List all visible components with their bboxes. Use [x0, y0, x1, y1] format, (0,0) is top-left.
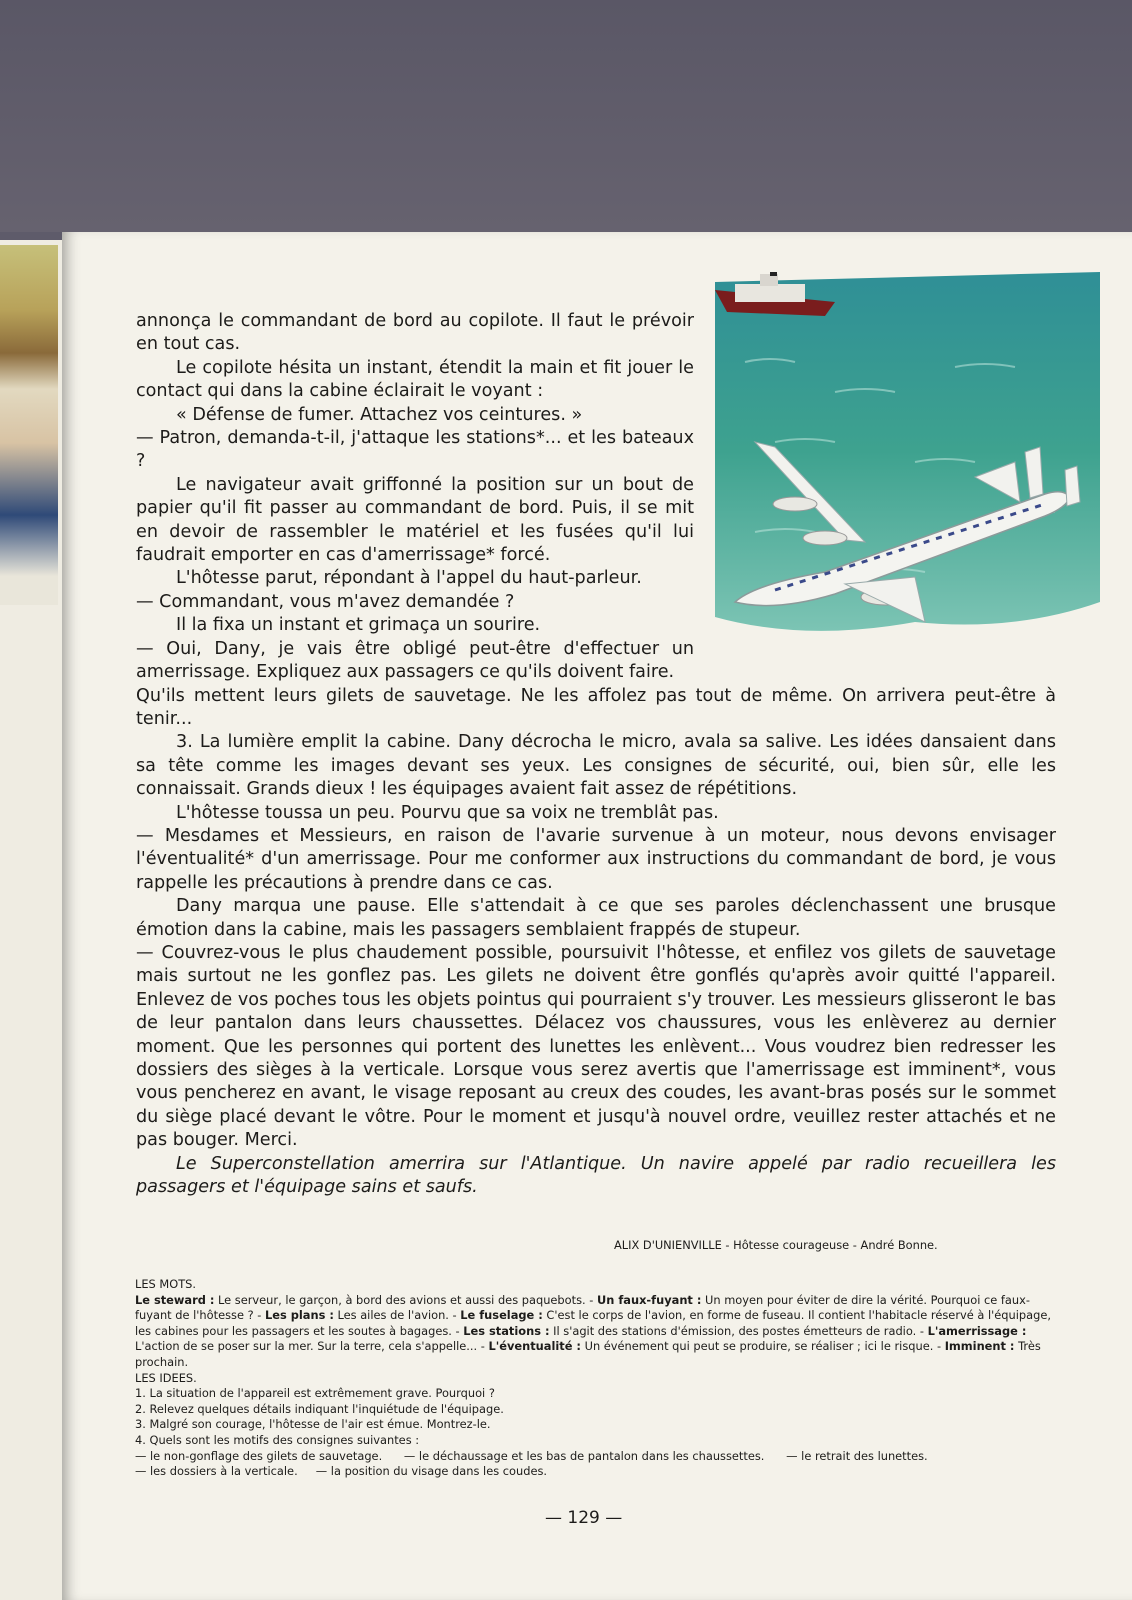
- paragraph: Qu'ils mettent leurs gilets de sauvetage. Ne les affolez pas tout de même. On arrivera peut-être à tenir...: [136, 685, 1056, 729]
- consigne: — le déchaussage et les bas de pantalon dans les chaussettes.: [403, 1448, 765, 1463]
- consigne: — le non-gonflage des gilets de sauvetage.: [135, 1448, 383, 1463]
- paragraph-conclusion: Le Superconstellation amerrira sur l'Atlantique. Un navire appelé par radio recueillera les passagers et l'équipage sains et saufs.: [136, 1153, 1056, 1198]
- definition: Le serveur, le garçon, à bord des avions et aussi des paquebots. -: [214, 1292, 597, 1307]
- definition: Il s'agit des stations d'émission, des postes émetteurs de radio. -: [549, 1323, 928, 1338]
- paragraph: Le copilote hésita un instant, étendit la main et fit jouer le contact qui dans la cabine éclairait le voyant :: [136, 357, 694, 402]
- definition: Très prochain.: [135, 1339, 1041, 1369]
- paragraph: L'hôtesse parut, répondant à l'appel du haut-parleur.: [176, 568, 642, 589]
- story-text: [136, 310, 1056, 1199]
- consigne-row: [135, 1449, 1057, 1465]
- page-number: — 129 —: [545, 1508, 623, 1528]
- question: 1. La situation de l'appareil est extrêmement grave. Pourquoi ?: [135, 1386, 495, 1401]
- paragraph: Dany marqua une pause. Elle s'attendait à ce que ses paroles déclenchassent une brusque émotion dans la cabine, mais les passagers semblaient frappés de stupeur.: [136, 896, 1056, 940]
- term: Un faux-fuyant :: [597, 1292, 702, 1307]
- term: Les plans :: [264, 1308, 334, 1323]
- consigne: — la position du visage dans les coudes.: [315, 1464, 548, 1479]
- paragraph: — Patron, demanda-t-il, j'attaque les stations*... et les bateaux ?: [136, 428, 694, 472]
- paragraph: L'hôtesse toussa un peu. Pourvu que sa voix ne tremblât pas.: [176, 802, 719, 823]
- paragraph: Il la fixa un instant et grimaça un sourire.: [176, 615, 541, 636]
- paragraph: 3. La lumière emplit la cabine. Dany décrocha le micro, avala sa salive. Les idées dansaient dans sa tête comme les images devant ses yeux. Les consignes de sécurité, oui, bien sûr, elle les connaissait. Grands dieux ! les équipages avaient fait assez de répétitions.: [136, 732, 1056, 800]
- vocabulary-and-questions: [135, 1277, 1057, 1480]
- idees-heading: LES IDEES.: [135, 1370, 197, 1385]
- paragraph: — Mesdames et Messieurs, en raison de l'avarie survenue à un moteur, nous devons envisager l'éventualité* d'un amerrissage. Pour me conformer aux instructions du commandant de bord, je vous rappelle les précautions à prendre dans ce cas.: [136, 825, 1056, 893]
- vocabulary-list: [135, 1293, 1057, 1371]
- mots-heading: LES MOTS.: [135, 1277, 196, 1291]
- question: 2. Relevez quelques détails indiquant l'inquiétude de l'équipage.: [135, 1401, 504, 1416]
- source-attribution: ALIX D'UNIENVILLE - Hôtesse courageuse - André Bonne.: [614, 1238, 938, 1252]
- consigne-row: [135, 1464, 1057, 1480]
- term: Le fuselage :: [460, 1308, 543, 1323]
- term: Le steward :: [135, 1292, 215, 1307]
- paragraph: — Oui, Dany, je vais être obligé peut-être d'effectuer un amerrissage. Expliquez aux passagers ce qu'ils doivent faire.: [136, 638, 694, 683]
- definition: L'action de se poser sur la mer. Sur la terre, cela s'appelle... -: [135, 1339, 489, 1354]
- scan-background: [0, 0, 1132, 232]
- paragraph: — Commandant, vous m'avez demandée ?: [136, 591, 515, 612]
- paragraph: — Couvrez-vous le plus chaudement possible, poursuivit l'hôtesse, et enfilez vos gilets de sauvetage mais surtout ne les gonflez pas. Les gilets ne doivent être gonflés qu'après avoir quitté l'appareil. Enlevez de vos poches tous les objets pointus qui pourraient s'y trouver. Les messieurs glisseront le bas de leur pantalon dans leurs chaussettes. Délacez vos chaussures, vous les enlèverez au dernier moment. Que les personnes qui portent des lunettes les enlèvent... Vous voudrez bien redresser les dossiers des sièges à la verticale. Lorsque vous serez avertis que l'amerrissage est imminent*, vous vous pencherez en avant, le visage reposant au creux des coudes, les avant-bras posés sur le sommet du siège placé devant le vôtre. Pour le moment et jusqu'à nouvel ordre, veuillez rester attachés et ne pas bouger. Merci.: [136, 942, 1056, 1151]
- consigne: — le retrait des lunettes.: [786, 1448, 928, 1463]
- definition: Les ailes de l'avion. -: [333, 1308, 461, 1323]
- definition: Un événement qui peut se produire, se réaliser ; ici le risque. -: [580, 1339, 945, 1354]
- definition: Un moyen pour éviter de dire la vérité. Pourquoi ce faux-fuyant de l'hôtesse ? -: [135, 1292, 1030, 1323]
- term: L'éventualité :: [488, 1339, 581, 1354]
- consigne: — les dossiers à la verticale.: [135, 1464, 298, 1479]
- paragraph: annonça le commandant de bord au copilote. Il faut le prévoir en tout cas.: [136, 311, 694, 355]
- facing-page-illustration: [0, 245, 58, 605]
- paragraph: « Défense de fumer. Attachez vos ceintures. »: [176, 404, 583, 425]
- term: Imminent :: [944, 1339, 1015, 1354]
- question: 3. Malgré son courage, l'hôtesse de l'air est émue. Montrez-le.: [135, 1417, 491, 1432]
- paragraph: Le navigateur avait griffonné la position sur un bout de papier qu'il fit passer au commandant de bord. Puis, il se mit en devoir de rassembler le matériel et les fusées qu'il lui faudrait emporter en cas d'amerrissage* forcé.: [136, 474, 694, 566]
- term: Les stations :: [463, 1323, 550, 1338]
- definition: C'est le corps de l'avion, en forme de fuseau. Il contient l'habitacle réservé à l'équipage, les cabines pour les passagers et les soutes à bagages. -: [135, 1308, 1051, 1338]
- term: L'amerrissage :: [927, 1323, 1027, 1338]
- question: 4. Quels sont les motifs des consignes suivantes :: [135, 1432, 420, 1447]
